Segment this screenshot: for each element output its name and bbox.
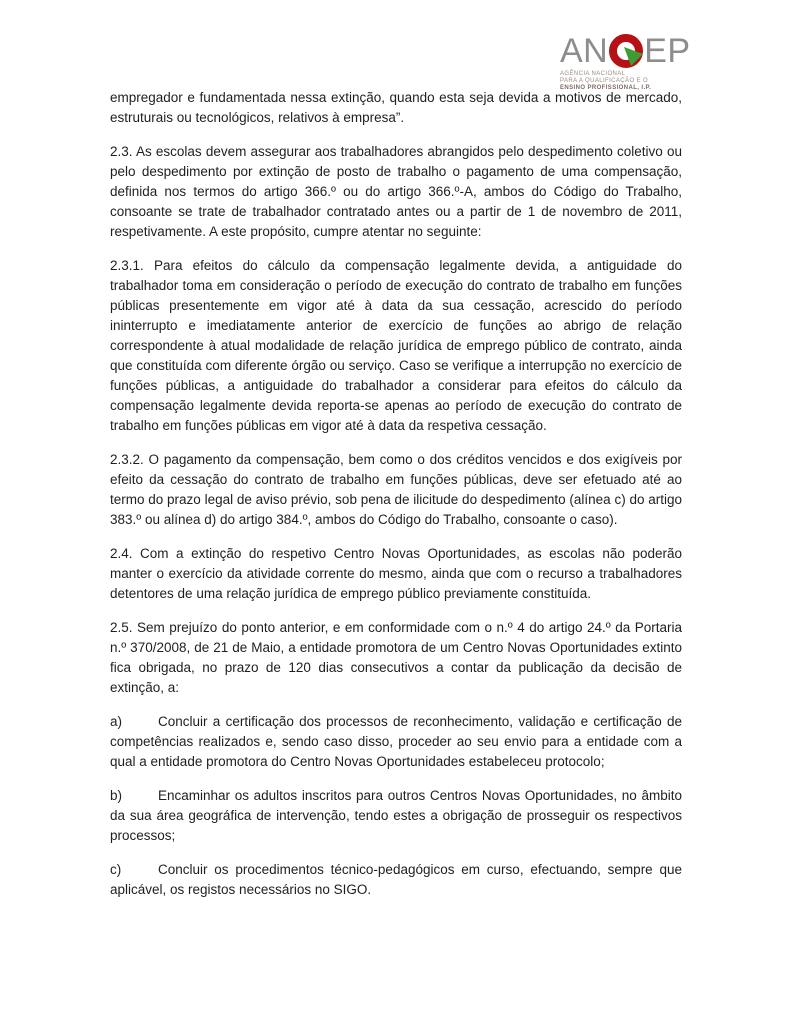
anqep-logo bbox=[560, 32, 691, 92]
logo-q-ring-icon bbox=[609, 34, 643, 68]
list-item-b bbox=[110, 786, 682, 846]
list-item-c-marker: c) bbox=[110, 862, 122, 877]
logo-letters-an: AN bbox=[560, 32, 609, 70]
tagline-line-3: ENSINO PROFISSIONAL, I.P. bbox=[560, 85, 652, 91]
list-item-c bbox=[110, 860, 682, 900]
paragraph-2-3-2: 2.3.2. O pagamento da compensação, bem como o dos créditos vencidos e dos exigíveis por efeito da cessação do contrato de trabalho em funções públicas, deve ser efetuado até ao termo do prazo legal de aviso prévio, sob pena de ilicitude do despedimento (alínea c) do artigo 383.º ou alínea d) do artigo 384.º, ambos do Código do Trabalho, consoante o caso). bbox=[110, 452, 682, 527]
tagline-line-1: AGÊNCIA NACIONAL bbox=[560, 71, 626, 77]
logo-arrow-icon bbox=[623, 46, 644, 67]
paragraph-2-3-1: 2.3.1. Para efeitos do cálculo da compensação legalmente devida, a antiguidade do trabalhador toma em consideração o período de execução do contrato de trabalho em funções públicas presentemente em vigor até à data da sua cessação, acrescido do período ininterrupto e imediatamente anterior de exercício de funções ao abrigo de relação correspondente à atual modalidade de relação jurídica de emprego público de contrato, ainda que constituída com diferente órgão ou serviço. Caso se verifique a interrupção no exercício de funções públicas, a antiguidade do trabalhador a considerar para efeitos do cálculo da compensação legalmente devida reporta-se apenas ao período de execução do contrato de trabalho em funções públicas em vigor até à data da respetiva cessação. bbox=[110, 258, 682, 433]
list-item-b-marker: b) bbox=[110, 788, 123, 803]
paragraph-2-4: 2.4. Com a extinção do respetivo Centro Novas Oportunidades, as escolas não poderão manter o exercício da atividade corrente do mesmo, ainda que com o recurso a trabalhadores detentores de uma relação jurídica de emprego público previamente constituída. bbox=[110, 546, 682, 601]
list-item-b-text: Encaminhar os adultos inscritos para outros Centros Novas Oportunidades, no âmbito da sua área geográfica de intervenção, tendo estes a obrigação de prosseguir os respectivos processos; bbox=[110, 788, 682, 843]
list-item-a-text: Concluir a certificação dos processos de reconhecimento, validação e certificação de competências realizados e, sendo caso disso, proceder ao seu envio para a entidade com a qual a entidade promotora do Centro Novas Oportunidades estabeleceu protocolo; bbox=[110, 714, 682, 769]
list-item-a bbox=[110, 712, 682, 772]
logo-letters-ep: EP bbox=[644, 32, 691, 70]
paragraph-2-3: 2.3. As escolas devem assegurar aos trabalhadores abrangidos pelo despedimento coletivo ou pelo despedimento por extinção de posto de trabalho o pagamento de uma compensação, definida nos termos do artigo 366.º ou do artigo 366.º-A, ambos do Código do Trabalho, consoante se trate de trabalhador contratado antes ou a partir de 1 de novembro de 2011, respetivamente. A este propósito, cumpre atentar no seguinte: bbox=[110, 144, 682, 239]
paragraph-2-5: 2.5. Sem prejuízo do ponto anterior, e em conformidade com o n.º 4 do artigo 24.º da Portaria n.º 370/2008, de 21 de Maio, a entidade promotora de um Centro Novas Oportunidades extinto fica obrigada, no prazo de 120 dias consecutivos a contar da publicação da decisão de extinção, a: bbox=[110, 620, 682, 695]
paragraph-continuation: empregador e fundamentada nessa extinção, quando esta seja devida a motivos de mercado, estruturais ou tecnológicos, relativos à empresa”. bbox=[110, 90, 682, 125]
list-item-a-marker: a) bbox=[110, 714, 123, 729]
anqep-wordmark bbox=[560, 32, 691, 70]
document-body bbox=[110, 88, 682, 914]
tagline-line-2: PARA A QUALIFICAÇÃO E O bbox=[560, 78, 649, 84]
list-item-c-text: Concluir os procedimentos técnico-pedagógicos em curso, efectuando, sempre que aplicável, os registos necessários no SIGO. bbox=[110, 862, 682, 897]
